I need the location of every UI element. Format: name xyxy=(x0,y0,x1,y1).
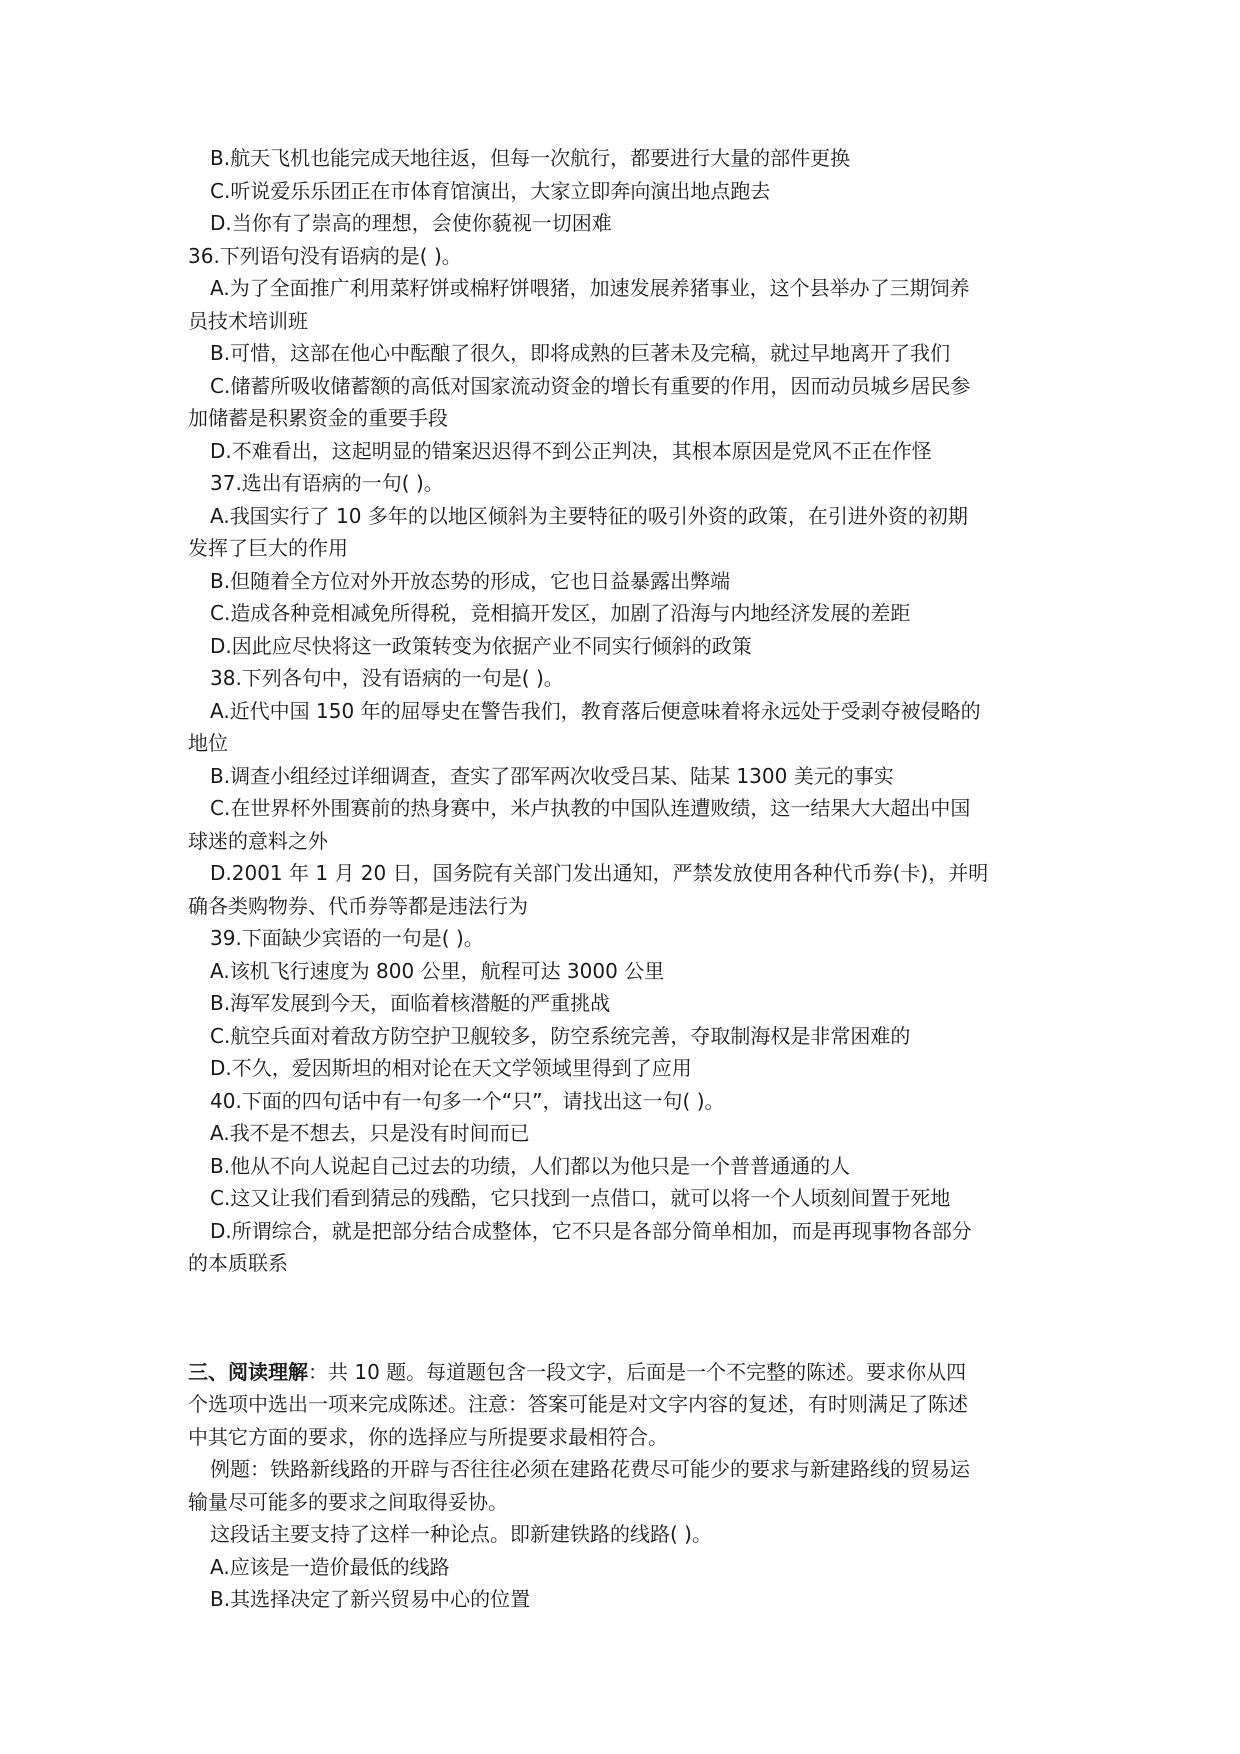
text-line: 员技术培训班 xyxy=(188,309,308,333)
text-line: B.可惜，这部在他心中酝酿了很久，即将成熟的巨著未及完稿，就过早地离开了我们 xyxy=(210,341,951,365)
text-line: 37.选出有语病的一句( )。 xyxy=(210,471,444,495)
section-text-line: 个选项中选出一项来完成陈述。注意：答案可能是对文字内容的复述，有时则满足了陈述 xyxy=(188,1392,968,1416)
text-line: A.我不是不想去，只是没有时间而已 xyxy=(210,1121,530,1145)
text-line: C.在世界杯外围赛前的热身赛中，米卢执教的中国队连遭败绩，这一结果大大超出中国 xyxy=(210,796,971,820)
text-line: 38.下列各句中，没有语病的一句是( )。 xyxy=(210,666,564,690)
text-line: 球迷的意料之外 xyxy=(188,829,328,853)
text-line: D.不久，爱因斯坦的相对论在天文学领域里得到了应用 xyxy=(210,1056,692,1080)
text-line: A.近代中国 150 年的屈辱史在警告我们，教育落后便意味着将永远处于受剥夺被侵略的 xyxy=(210,699,981,723)
text-line: B.他从不向人说起自己过去的功绩，人们都以为他只是一个普普通通的人 xyxy=(210,1154,851,1178)
text-line: A.为了全面推广利用菜籽饼或棉籽饼喂猪，加速发展养猪事业，这个县举办了三期饲养 xyxy=(210,276,970,300)
text-line: A.我国实行了 10 多年的以地区倾斜为主要特征的吸引外资的政策，在引进外资的初期 xyxy=(210,504,968,528)
text-line: 的本质联系 xyxy=(188,1251,288,1275)
text-line: D.不难看出，这起明显的错案迟迟得不到公正判决，其根本原因是党风不正在作怪 xyxy=(210,439,932,463)
section-text-line: 中其它方面的要求，你的选择应与所提要求最相符合。 xyxy=(188,1425,668,1449)
text-line: A.该机飞行速度为 800 公里，航程可达 3000 公里 xyxy=(210,959,665,983)
text-line: D.因此应尽快将这一政策转变为依据产业不同实行倾斜的政策 xyxy=(210,634,752,658)
text-line: D.当你有了崇高的理想，会使你藐视一切困难 xyxy=(210,211,612,235)
section-text-line: 例题：铁路新线路的开辟与否往往必须在建路花费尽可能少的要求与新建路线的贸易运 xyxy=(210,1457,970,1481)
text-line: D.所谓综合，就是把部分结合成整体，它不只是各部分简单相加，而是再现事物各部分 xyxy=(210,1219,972,1243)
section-heading: 三、阅读理解 xyxy=(188,1360,308,1384)
section-text-line: 输量尽可能多的要求之间取得妥协。 xyxy=(188,1490,508,1514)
text-line: C.这又让我们看到猜忌的残酷，它只找到一点借口，就可以将一个人顷刻间置于死地 xyxy=(210,1186,951,1210)
text-line: B.但随着全方位对外开放态势的形成，它也日益暴露出弊端 xyxy=(210,569,731,593)
text-line: 40.下面的四句话中有一句多一个“只”，请找出这一句( )。 xyxy=(210,1089,725,1113)
section-intro: ：共 10 题。每道题包含一段文字，后面是一个不完整的陈述。要求你从四 xyxy=(308,1360,967,1384)
text-line: B.航天飞机也能完成天地往返，但每一次航行，都要进行大量的部件更换 xyxy=(210,146,851,170)
section-heading-line xyxy=(188,1356,966,1388)
section-text-line: 这段话主要支持了这样一种论点。即新建铁路的线路( )。 xyxy=(210,1522,712,1546)
text-line: C.听说爱乐乐团正在市体育馆演出，大家立即奔向演出地点跑去 xyxy=(210,179,771,203)
text-line: C.航空兵面对着敌方防空护卫舰较多，防空系统完善，夺取制海权是非常困难的 xyxy=(210,1024,911,1048)
text-line: 确各类购物券、代币券等都是违法行为 xyxy=(188,894,528,918)
text-line: C.储蓄所吸收储蓄额的高低对国家流动资金的增长有重要的作用，因而动员城乡居民参 xyxy=(210,374,971,398)
text-line: 发挥了巨大的作用 xyxy=(188,536,348,560)
text-line: D.2001 年 1 月 20 日，国务院有关部门发出通知，严禁发放使用各种代币券(卡)，并明 xyxy=(210,861,989,885)
text-line: 地位 xyxy=(188,731,228,755)
section-text-line: B.其选择决定了新兴贸易中心的位置 xyxy=(210,1587,531,1611)
text-line: B.海军发展到今天，面临着核潜艇的严重挑战 xyxy=(210,991,611,1015)
text-line: C.造成各种竞相减免所得税，竞相搞开发区，加剧了沿海与内地经济发展的差距 xyxy=(210,601,911,625)
text-line: 36.下列语句没有语病的是( )。 xyxy=(188,244,462,268)
section-text-line: A.应该是一造价最低的线路 xyxy=(210,1555,450,1579)
text-line: 39.下面缺少宾语的一句是( )。 xyxy=(210,926,484,950)
text-line: B.调查小组经过详细调查，查实了邵军两次收受吕某、陆某 1300 美元的事实 xyxy=(210,764,894,788)
text-line: 加储蓄是积累资金的重要手段 xyxy=(188,406,448,430)
